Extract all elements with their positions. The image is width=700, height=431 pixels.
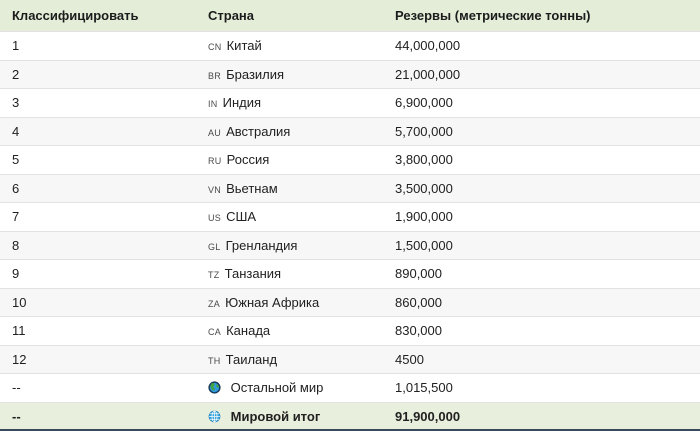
country-name: Таиланд (225, 351, 278, 367)
table-row (0, 174, 700, 203)
country-name: Австралия (226, 123, 291, 139)
reserves-cell: 6,900,000 (383, 89, 700, 118)
table-row (0, 203, 700, 232)
country-name: Канада (226, 323, 271, 339)
country-name: Мировой итог (230, 408, 321, 424)
table-row (0, 89, 700, 118)
table-row (0, 146, 700, 175)
country-code: VN (208, 184, 222, 195)
country-cell (196, 374, 383, 403)
reserves-cell: 44,000,000 (383, 32, 700, 61)
reserves-cell: 21,000,000 (383, 60, 700, 89)
header-reserves: Резервы (метрические тонны) (383, 0, 700, 32)
table-body (0, 32, 700, 431)
table-row (0, 231, 700, 260)
country-code: CN (208, 42, 222, 53)
rank-cell: 11 (0, 317, 196, 346)
reserves-cell: 1,900,000 (383, 203, 700, 232)
country-code: IN (208, 99, 218, 110)
country-cell (196, 117, 383, 146)
rank-cell: 7 (0, 203, 196, 232)
rank-cell: -- (0, 374, 196, 403)
country-cell (196, 203, 383, 232)
country-name: Южная Африка (225, 294, 320, 310)
rank-cell: 5 (0, 146, 196, 175)
country-code: CA (208, 327, 222, 338)
country-name: Индия (222, 95, 262, 111)
country-cell (196, 317, 383, 346)
table-header (0, 0, 700, 32)
rank-cell: 8 (0, 231, 196, 260)
country-code: AU (208, 127, 222, 138)
country-cell (196, 174, 383, 203)
country-code: TH (208, 355, 221, 366)
country-cell (196, 260, 383, 289)
header-country: Страна (196, 0, 383, 32)
reserves-cell: 3,800,000 (383, 146, 700, 175)
reserves-cell: 890,000 (383, 260, 700, 289)
country-code: BR (208, 70, 222, 81)
country-cell (196, 288, 383, 317)
country-code: TZ (208, 270, 220, 281)
globe-meridians-icon (208, 410, 221, 423)
country-cell (196, 402, 383, 430)
reserves-cell: 4500 (383, 345, 700, 374)
reserves-cell: 860,000 (383, 288, 700, 317)
rank-cell: 12 (0, 345, 196, 374)
rank-cell: 3 (0, 89, 196, 118)
reserves-cell: 830,000 (383, 317, 700, 346)
country-cell (196, 231, 383, 260)
country-name: США (226, 209, 257, 225)
country-cell (196, 345, 383, 374)
table-row (0, 117, 700, 146)
table-row (0, 374, 700, 403)
table-row (0, 260, 700, 289)
rank-cell: -- (0, 402, 196, 430)
earth-globe-icon (208, 381, 221, 394)
country-name: Гренландия (225, 237, 298, 253)
country-code: RU (208, 156, 222, 167)
rank-cell: 9 (0, 260, 196, 289)
rank-cell: 6 (0, 174, 196, 203)
table-row (0, 60, 700, 89)
rank-cell: 4 (0, 117, 196, 146)
country-cell (196, 89, 383, 118)
reserves-cell: 91,900,000 (383, 402, 700, 430)
country-cell (196, 146, 383, 175)
table-row (0, 32, 700, 61)
country-code: GL (208, 241, 221, 252)
reserves-cell: 5,700,000 (383, 117, 700, 146)
country-name: Россия (226, 152, 270, 168)
table-row (0, 288, 700, 317)
table-row (0, 345, 700, 374)
country-name: Бразилия (226, 66, 285, 82)
header-row (0, 0, 700, 32)
country-name: Танзания (224, 266, 282, 282)
rank-cell: 10 (0, 288, 196, 317)
country-cell (196, 60, 383, 89)
country-cell (196, 32, 383, 61)
table-row (0, 317, 700, 346)
reserves-cell: 3,500,000 (383, 174, 700, 203)
header-rank: Классифицировать (0, 0, 196, 32)
reserves-cell: 1,015,500 (383, 374, 700, 403)
country-name: Вьетнам (226, 180, 278, 196)
reserves-cell: 1,500,000 (383, 231, 700, 260)
rank-cell: 1 (0, 32, 196, 61)
country-code: ZA (208, 298, 221, 309)
rank-cell: 2 (0, 60, 196, 89)
country-name: Остальной мир (230, 380, 324, 396)
country-code: US (208, 213, 222, 224)
country-name: Китай (226, 38, 262, 54)
table-row (0, 402, 700, 430)
